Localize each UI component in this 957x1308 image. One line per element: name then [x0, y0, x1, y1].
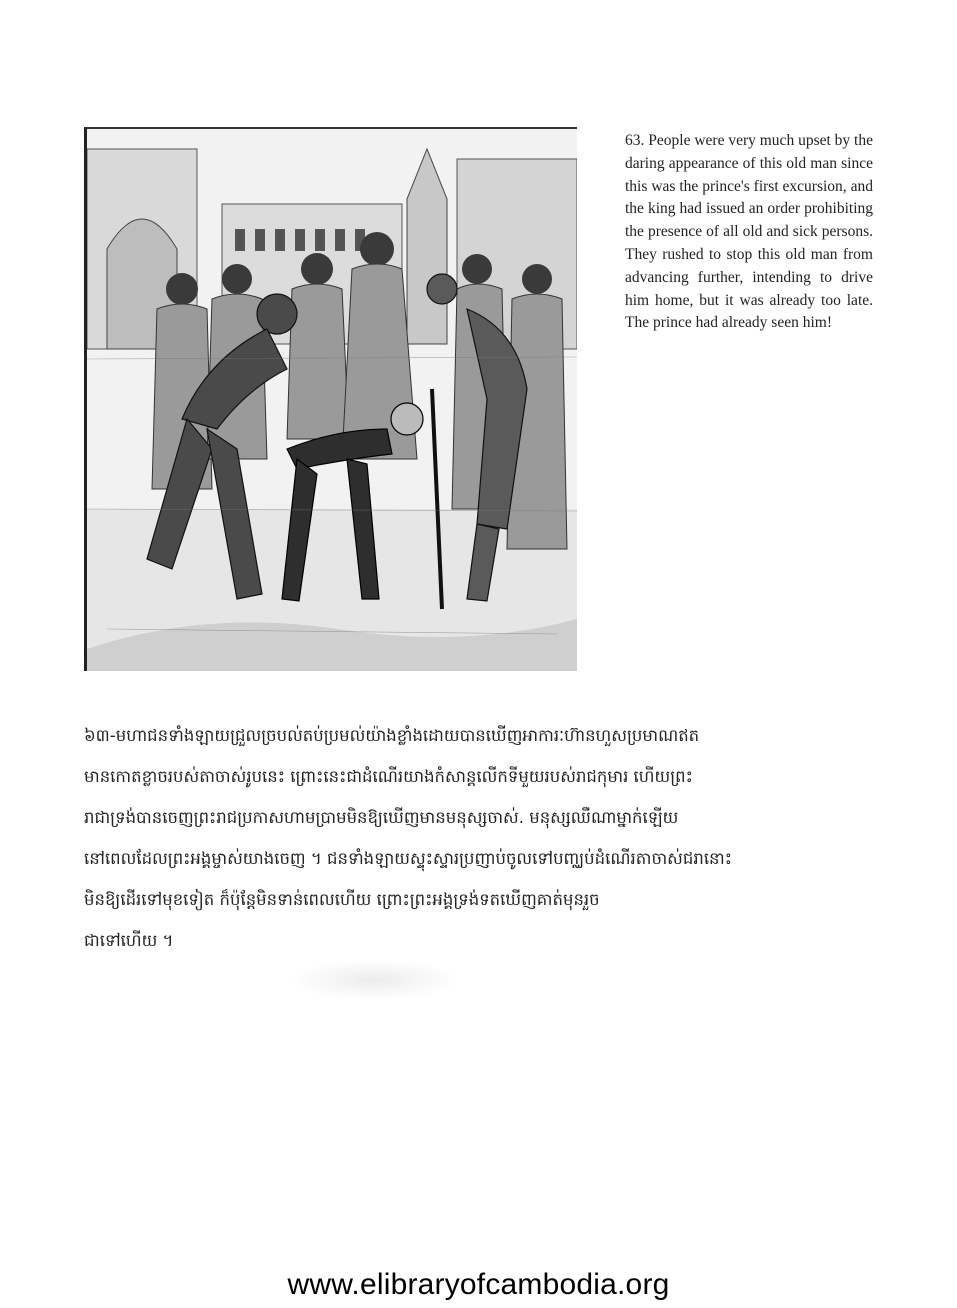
khmer-line: មានកោតខ្លាចរបស់តាចាស់រូបនេះ ព្រោះនេះជាដំណើរយាងកំសាន្តលើកទីមួយរបស់រាជកុមារ ហើយព្រះ	[84, 767, 693, 786]
khmer-line: ៦៣-មហាជនទាំងឡាយជ្រួលច្របល់តប់ប្រមល់យ៉ាងខ្លាំងដោយបានឃើញអាការៈហ៊ានហួសប្រមាណឥត	[84, 726, 700, 745]
illustration-drawing	[87, 129, 577, 671]
scan-smudge	[290, 960, 460, 1000]
khmer-paragraph	[84, 715, 874, 961]
khmer-line: មិនឱ្យដើរទៅមុខទៀត ក៏ប៉ុន្តែមិនទាន់ពេលហើយ ព្រោះព្រះអង្គទ្រង់ទតឃើញគាត់មុនរួច	[84, 890, 600, 909]
khmer-line: រាជាទ្រង់បានចេញព្រះរាជប្រកាសហាមប្រាមមិនឱ្យឃើញមានមនុស្សចាស់. មនុស្សឈឺណាម្នាក់ឡើយ	[84, 808, 679, 827]
caption-english: 63. People were very much upset by the daring appearance of this old man since this was the prince's first excursion, and the king had issued an order prohibiting the presence of all old and sick persons. They rushed to stop this old man from advancing further, intending to drive him home, but it was already too late. The prince had already seen him!	[625, 132, 873, 332]
khmer-line: ជាទៅហើយ ។	[84, 931, 174, 950]
footer-website-url[interactable]: www.elibraryofcambodia.org	[287, 1268, 670, 1301]
khmer-line: នៅពេលដែលព្រះអង្គម្ចាស់យាងចេញ ។ ជនទាំងឡាយស្ទុះស្ទារប្រញាប់ចូលទៅបញ្ឈប់ដំណើរតាចាស់ជរានោះ	[84, 849, 733, 868]
illustration-old-man-crowd	[84, 127, 577, 671]
